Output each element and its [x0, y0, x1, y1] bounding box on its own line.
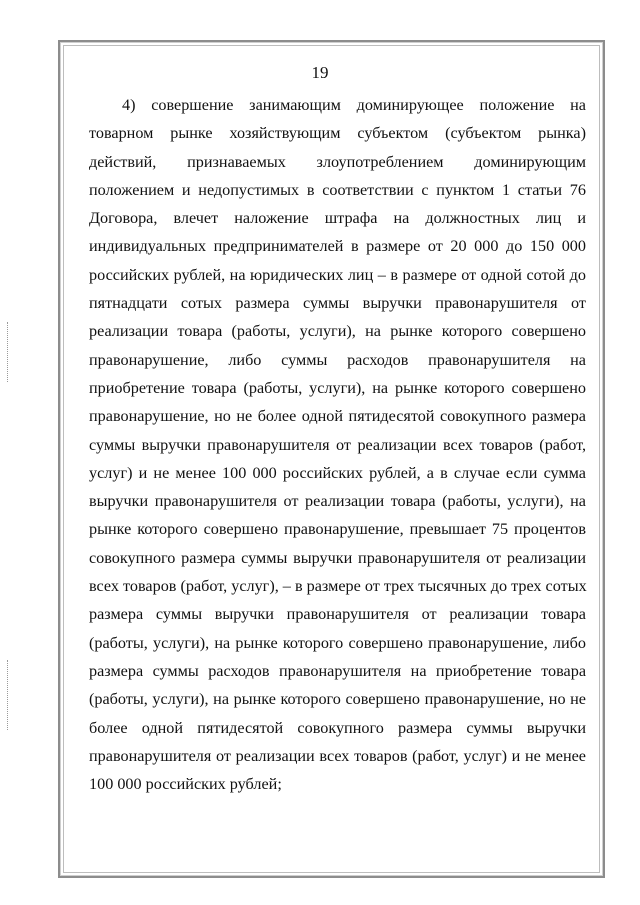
text-line: правонарушение, но не более одной пятидесятой совокупного размера — [89, 407, 586, 426]
text-line: (работы, услуги), на рынке которого совершено правонарушение, либо — [89, 633, 586, 652]
text-line: правонарушение, либо суммы расходов правонарушителя на — [89, 350, 586, 369]
scan-edge-mark — [7, 660, 8, 730]
text-line: индивидуальных предпринимателей в размере от 20 000 до 150 000 — [89, 237, 586, 256]
text-line: услуг) и не менее 100 000 российских рублей, а в случае если сумма — [89, 463, 586, 482]
text-line: действий, признаваемых злоупотреблением доминирующим — [89, 152, 586, 171]
paragraph-4 — [89, 91, 586, 798]
text-line: реализации товара (работы, услуги), на рынке которого совершено — [89, 322, 586, 341]
text-line: всех товаров (работ, услуг), – в размере от трех тысячных до трех сотых — [89, 577, 587, 596]
text-line: рынке которого совершено правонарушение, превышает 75 процентов — [89, 520, 586, 539]
text-line: приобретение товара (работы, услуги), на рынке которого совершено — [89, 378, 586, 397]
text-line: правонарушителя от реализации всех товаров (работ, услуг) и не менее — [89, 746, 586, 765]
text-line: совокупного размера суммы выручки правонарушителя от реализации — [89, 548, 586, 567]
text-line: положением и недопустимых в соответствии с пунктом 1 статьи 76 — [89, 180, 586, 199]
scan-edge-mark — [7, 322, 8, 382]
text-line: товарном рынке хозяйствующим субъектом (субъектом рынка) — [89, 124, 586, 143]
text-line: выручки правонарушителя от реализации товара (работы, услуги), на — [89, 492, 586, 511]
text-line: размера суммы расходов правонарушителя на приобретение товара — [89, 661, 586, 680]
text-line: более одной пятидесятой совокупного размера суммы выручки — [89, 718, 586, 737]
text-line: размера суммы выручки правонарушителя от реализации товара — [89, 605, 586, 624]
text-line: суммы выручки правонарушителя от реализации всех товаров (работ, — [89, 435, 586, 454]
text-line: 100 000 российских рублей; — [89, 775, 282, 794]
text-line: пятнадцати сотых размера суммы выручки правонарушителя от — [89, 294, 586, 313]
text-line: российских рублей, на юридических лиц – в размере от одной сотой до — [89, 265, 586, 284]
text-line: (работы, услуги), на рынке которого совершено правонарушение, но не — [89, 690, 586, 709]
text-line: 4) совершение занимающим доминирующее положение на — [122, 96, 586, 114]
page-number: 19 — [311, 63, 329, 82]
text-line: Договора, влечет наложение штрафа на должностных лиц и — [89, 209, 586, 228]
